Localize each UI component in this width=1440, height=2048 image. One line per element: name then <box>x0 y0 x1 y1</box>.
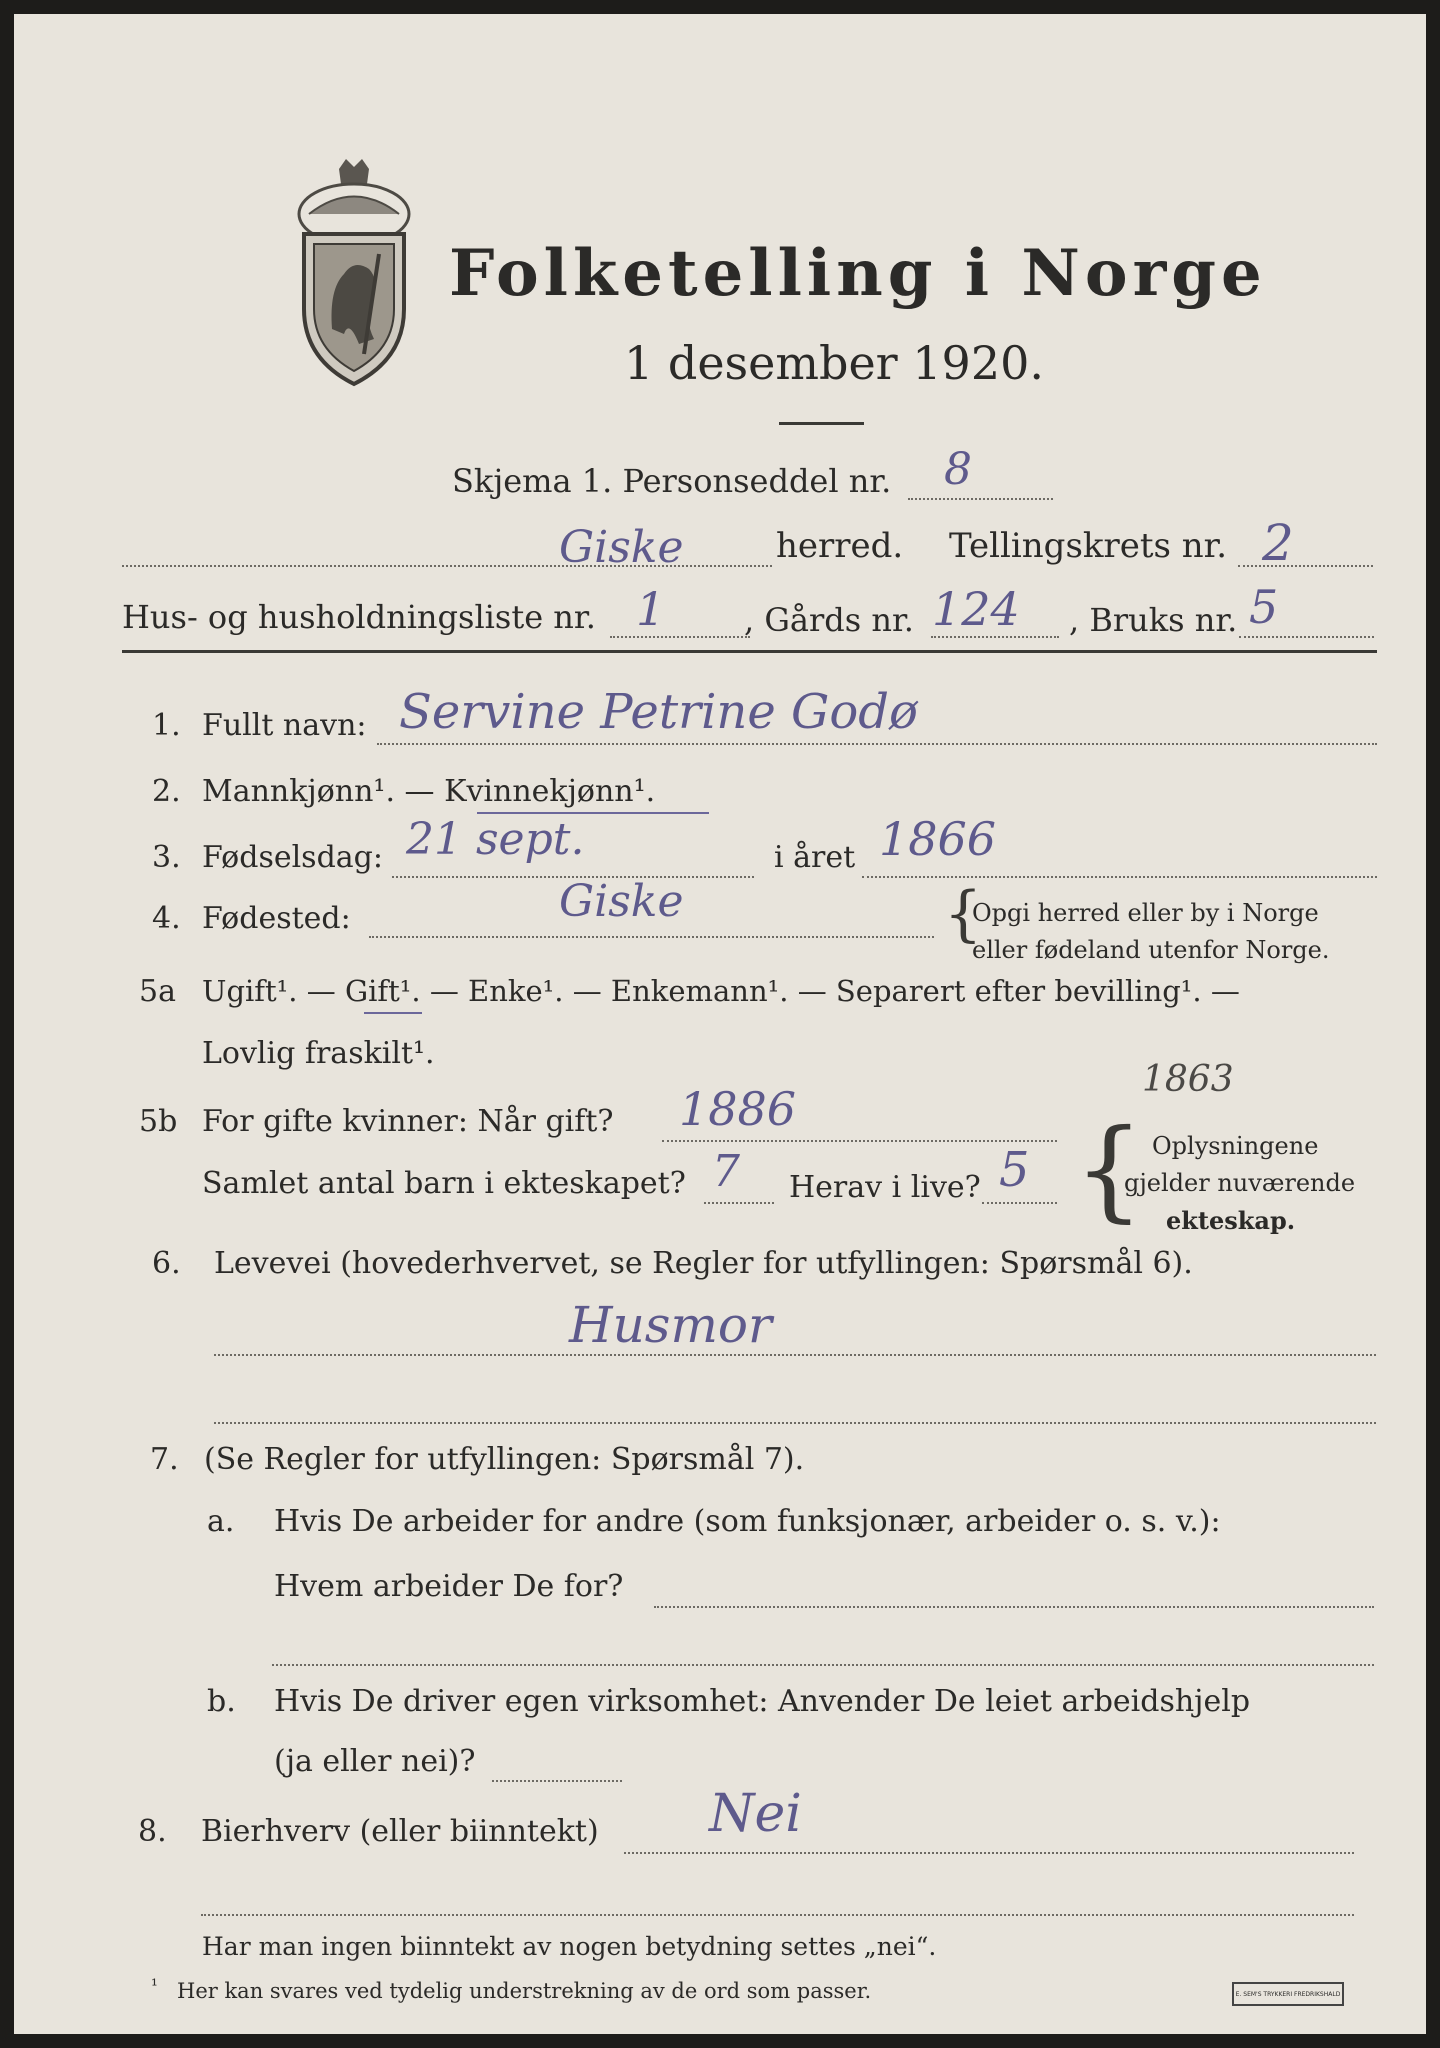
q4-birthplace-value: Giske <box>559 876 684 927</box>
q4-note-line1: Opgi herred eller by i Norge <box>972 899 1319 927</box>
q5b-children-line <box>704 1202 774 1204</box>
q7a-letter: a. <box>207 1504 235 1539</box>
q3-number: 3. <box>152 840 181 875</box>
header-rule <box>122 650 1377 653</box>
tellingskrets-line <box>1238 565 1373 567</box>
q5b-married-year-value: 1886 <box>679 1082 797 1136</box>
q8-line <box>624 1852 1354 1854</box>
q5a-marital-options: Ugift¹. — Gift¹. — Enke¹. — Enkemann¹. — Separert efter bevilling¹. — <box>202 974 1240 1008</box>
hus-nr-value: 1 <box>636 582 666 636</box>
q7a-employer-label: Hvem arbeider De for? <box>274 1569 624 1604</box>
q5b-children-value: 7 <box>712 1146 740 1197</box>
skjema-label: Skjema 1. Personseddel nr. <box>452 462 892 500</box>
q5a-number: 5a <box>139 974 176 1009</box>
footnote-mark: ¹ <box>151 1976 158 1996</box>
herred-label: herred. <box>776 526 904 566</box>
q3-label: Fødselsdag: <box>202 840 383 875</box>
q3-year-line <box>862 876 1377 878</box>
printer-stamp-text: E. SEM'S TRYKKERI FREDRIKSHALD <box>1235 1990 1341 1998</box>
hus-line <box>610 636 750 638</box>
q7b-line <box>492 1780 622 1782</box>
title-divider <box>779 422 864 425</box>
personseddel-nr-value: 8 <box>944 444 972 495</box>
q5a-line2: Lovlig fraskilt¹. <box>202 1036 435 1071</box>
q8-extra-line <box>201 1914 1354 1916</box>
bruks-line <box>1239 636 1374 638</box>
q5b-alive-line <box>982 1202 1057 1204</box>
norwegian-coat-of-arms-icon <box>284 159 424 389</box>
gards-line <box>931 636 1059 638</box>
q7a-question: Hvis De arbeider for andre (som funksjonær, arbeider o. s. v.): <box>274 1504 1221 1539</box>
q6-number: 6. <box>152 1246 181 1281</box>
q1-number: 1. <box>152 708 181 743</box>
q4-label: Fødested: <box>202 901 351 936</box>
q7-number: 7. <box>150 1442 179 1477</box>
q7b-letter: b. <box>207 1684 236 1719</box>
footer-note: Har man ingen biinntekt av nogen betydning settes „nei“. <box>202 1932 937 1961</box>
q3-birthday-value: 21 sept. <box>406 814 585 865</box>
form-title: Folketelling i Norge <box>449 236 1267 311</box>
q5b-alive-label: Herav i live? <box>789 1170 981 1205</box>
q7a-employer-line <box>654 1606 1374 1608</box>
q5b-note-line1: Oplysningene <box>1152 1132 1319 1160</box>
q8-label: Bierhverv (eller biinntekt) <box>201 1814 599 1849</box>
herred-value: Giske <box>559 522 684 573</box>
q5b-married-label: For gifte kvinner: Når gift? <box>202 1104 614 1139</box>
q5b-note-line2: gjelder nuværende <box>1124 1169 1356 1197</box>
q2-number: 2. <box>152 774 181 809</box>
gards-label: , Gårds nr. <box>744 601 914 639</box>
q7b-yes-no-label: (ja eller nei)? <box>274 1744 476 1779</box>
q4-note-brace: { <box>944 879 983 949</box>
q5b-margin-year-value: 1863 <box>1142 1059 1234 1100</box>
q1-full-name-value: Servine Petrine Godø <box>399 684 918 740</box>
tellingskrets-nr-value: 2 <box>1262 514 1294 572</box>
q1-label: Fullt navn: <box>202 708 367 743</box>
printer-stamp <box>1232 1982 1344 2006</box>
q4-note-line2: eller fødeland utenfor Norge. <box>972 936 1330 964</box>
q1-line <box>377 743 1377 745</box>
q8-number: 8. <box>138 1814 167 1849</box>
q6-line1 <box>214 1354 1376 1356</box>
personseddel-line <box>908 498 1053 500</box>
q6-occupation-value: Husmor <box>569 1296 772 1354</box>
bruks-label: , Bruks nr. <box>1069 601 1238 639</box>
q7-label: (Se Regler for utfyllingen: Spørsmål 7). <box>204 1442 805 1477</box>
gards-nr-value: 124 <box>932 582 1020 636</box>
census-form-page <box>14 14 1426 2034</box>
census-date: 1 desember 1920. <box>624 336 1044 390</box>
q5b-number: 5b <box>139 1104 178 1139</box>
q4-line <box>369 936 934 938</box>
q2-gender-options: Mannkjønn¹. — Kvinnekjønn¹. <box>202 774 656 809</box>
bruks-nr-value: 5 <box>1249 580 1279 634</box>
q6-line2 <box>214 1422 1376 1424</box>
q5b-married-line <box>662 1140 1057 1142</box>
q5a-gift-underline <box>364 1012 422 1014</box>
tellingskrets-label: Tellingskrets nr. <box>949 526 1228 566</box>
q3-year-label: i året <box>774 840 856 875</box>
q5b-note-brace: { <box>1074 1105 1144 1233</box>
q4-number: 4. <box>152 901 181 936</box>
q8-side-income-value: Nei <box>709 1784 802 1844</box>
q5b-alive-value: 5 <box>999 1142 1030 1198</box>
q7a-extra-line <box>272 1664 1374 1666</box>
husholdningsliste-label: Hus- og husholdningsliste nr. <box>122 598 596 636</box>
q7b-question: Hvis De driver egen virksomhet: Anvender De leiet arbeidshjelp <box>274 1684 1251 1719</box>
q6-occupation-label: Levevei (hovederhvervet, se Regler for utfyllingen: Spørsmål 6). <box>214 1246 1193 1281</box>
q5b-note-line3: ekteskap. <box>1166 1206 1296 1235</box>
footnote-text: Her kan svares ved tydelig understrekning av de ord som passer. <box>177 1979 872 2003</box>
q3-year-value: 1866 <box>879 812 997 866</box>
q5b-children-label: Samlet antal barn i ekteskapet? <box>202 1166 686 1201</box>
